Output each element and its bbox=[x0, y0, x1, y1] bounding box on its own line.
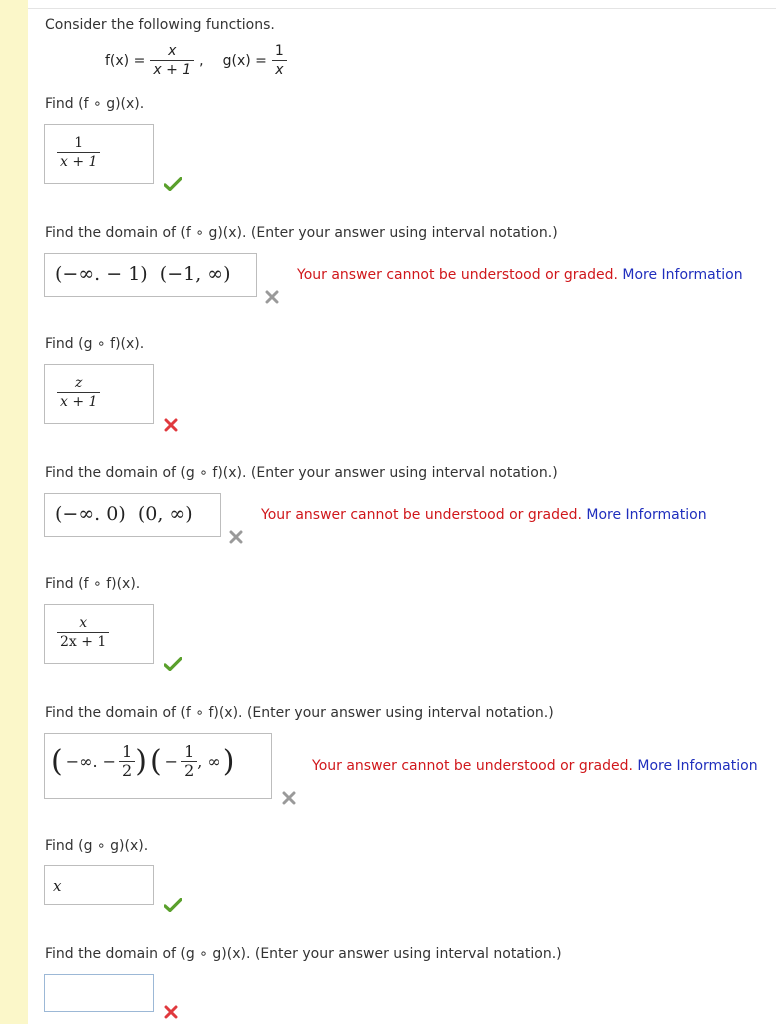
g-denominator: x bbox=[272, 60, 286, 79]
incorrect-gray-x-icon bbox=[282, 791, 296, 805]
g-numerator: 1 bbox=[274, 43, 284, 59]
q6-answer-fraction-1 bbox=[119, 743, 135, 780]
q3-answer-numerator: z bbox=[75, 375, 83, 391]
function-definitions: f(x) = $\frac{x}{x + 1}$ , g(x) = $\frac{1}{x}$ bbox=[105, 42, 287, 79]
q6-feedback-text: Your answer cannot be understood or graded. bbox=[312, 758, 633, 774]
q8-prompt: Find the domain of (g ∘ g)(x). (Enter your answer using interval notation.) bbox=[45, 946, 562, 962]
q4-more-information-link[interactable]: More Information bbox=[586, 507, 707, 523]
correct-check-icon bbox=[164, 898, 182, 912]
correct-check-icon bbox=[164, 177, 182, 191]
q5-prompt: Find (f ∘ f)(x). bbox=[45, 576, 141, 592]
q6-answer-box[interactable] bbox=[44, 733, 272, 799]
f-numerator: x bbox=[168, 43, 177, 59]
q3-answer-fraction bbox=[57, 374, 100, 411]
question-panel bbox=[28, 0, 776, 1024]
g-definition-label: g(x) = bbox=[222, 52, 267, 69]
intro-text: Consider the following functions. bbox=[45, 17, 275, 33]
q6-prompt: Find the domain of (f ∘ f)(x). (Enter your answer using interval notation.) bbox=[45, 705, 554, 721]
left-margin-bar bbox=[0, 0, 28, 1024]
q3-answer-denominator: x + 1 bbox=[57, 392, 100, 411]
q6-fraction-2-denominator: 2 bbox=[181, 761, 197, 780]
q4-prompt: Find the domain of (g ∘ f)(x). (Enter your answer using interval notation.) bbox=[45, 465, 558, 481]
f-definition-label: f(x) = bbox=[105, 52, 146, 69]
q2-answer-part-1: (−∞. − 1) bbox=[55, 263, 148, 285]
f-definition-fraction bbox=[150, 42, 194, 79]
q2-prompt: Find the domain of (f ∘ g)(x). (Enter your answer using interval notation.) bbox=[45, 225, 558, 241]
q4-answer-box[interactable] bbox=[44, 493, 221, 537]
incorrect-x-icon bbox=[164, 1005, 178, 1019]
q2-feedback-text: Your answer cannot be understood or graded. bbox=[297, 267, 618, 283]
q4-feedback-text: Your answer cannot be understood or graded. bbox=[261, 507, 582, 523]
q6-answer-fraction-2 bbox=[181, 743, 197, 780]
incorrect-gray-x-icon bbox=[229, 530, 243, 544]
g-definition-fraction bbox=[272, 42, 287, 79]
q2-answer-part-2: (−1, ∞) bbox=[159, 263, 231, 285]
q2-feedback bbox=[297, 267, 743, 283]
q1-answer-fraction bbox=[57, 134, 100, 171]
q1-answer-box[interactable] bbox=[44, 124, 154, 184]
q6-fraction-1-numerator: 1 bbox=[122, 742, 133, 761]
incorrect-gray-x-icon bbox=[265, 290, 279, 304]
q6-fraction-2-numerator: 1 bbox=[184, 742, 195, 761]
correct-check-icon bbox=[164, 657, 182, 671]
q7-answer-text: x bbox=[53, 877, 62, 895]
incorrect-x-icon bbox=[164, 418, 178, 432]
q2-answer-box[interactable] bbox=[44, 253, 257, 297]
q6-more-information-link[interactable]: More Information bbox=[637, 758, 758, 774]
q3-answer-box[interactable] bbox=[44, 364, 154, 424]
q1-answer-numerator: 1 bbox=[74, 135, 84, 151]
q6-answer-segment-1: −∞. − bbox=[65, 752, 117, 771]
q6-answer-text: ( −∞. − $\frac{1}{2}$ ) ( − $\frac{1}{2}$ , ∞ ) bbox=[51, 742, 235, 780]
q4-answer-part-2: (0, ∞) bbox=[137, 503, 193, 525]
q6-feedback bbox=[312, 758, 758, 774]
q2-answer-text bbox=[55, 263, 231, 285]
q6-fraction-1-denominator: 2 bbox=[119, 761, 135, 780]
q7-answer-box[interactable] bbox=[44, 865, 154, 905]
q7-prompt: Find (g ∘ g)(x). bbox=[45, 838, 149, 854]
q1-answer-denominator: x + 1 bbox=[57, 152, 100, 171]
q5-answer-box[interactable] bbox=[44, 604, 154, 664]
q4-answer-part-1: (−∞. 0) bbox=[55, 503, 126, 525]
q4-feedback bbox=[261, 507, 707, 523]
q6-answer-segment-2: − bbox=[164, 752, 179, 771]
q6-answer-segment-3: , ∞ bbox=[197, 752, 221, 771]
q1-prompt: Find (f ∘ g)(x). bbox=[45, 96, 145, 112]
q4-answer-text bbox=[55, 503, 193, 525]
q5-answer-denominator: 2x + 1 bbox=[57, 632, 109, 651]
q8-answer-box[interactable] bbox=[44, 974, 154, 1012]
q5-answer-numerator: x bbox=[79, 615, 88, 631]
q3-prompt: Find (g ∘ f)(x). bbox=[45, 336, 145, 352]
q2-more-information-link[interactable]: More Information bbox=[622, 267, 743, 283]
q5-answer-fraction bbox=[57, 614, 109, 651]
f-denominator: x + 1 bbox=[150, 60, 194, 79]
